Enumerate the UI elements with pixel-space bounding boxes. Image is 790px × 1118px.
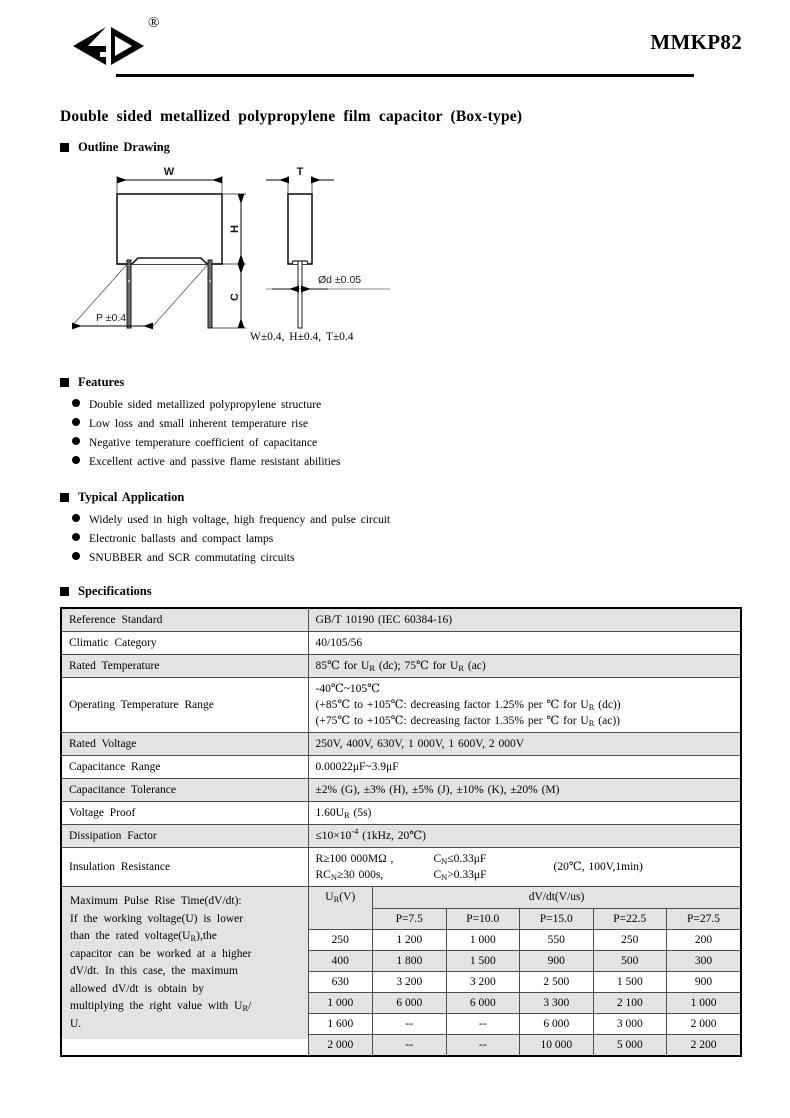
dvdt-value: 10 000 [520, 1034, 594, 1055]
spec-value: 0.00022μF~3.9μF [308, 756, 741, 779]
gd-diamond-logo-icon [70, 24, 148, 68]
spec-label: Voltage Proof [61, 802, 308, 825]
list-item [72, 453, 790, 472]
dvdt-value: 3 200 [446, 971, 520, 992]
dvdt-ur: 2 000 [309, 1034, 373, 1055]
application-text: Electronic ballasts and compact lamps [89, 533, 274, 545]
dimension-label-p: P ±0.4 [96, 312, 127, 324]
square-bullet-icon [60, 587, 69, 596]
application-text: SNUBBER and SCR commutating circuits [89, 552, 295, 564]
specifications-table [60, 607, 742, 1057]
table-row [309, 929, 741, 950]
pulse-rise-line: dV/dt. In this case, the maximum [70, 965, 238, 977]
page-header [58, 0, 742, 78]
square-bullet-icon [60, 493, 69, 502]
dvdt-value: -- [446, 1034, 520, 1055]
table-row [309, 950, 741, 971]
dvdt-value: 250 [593, 929, 667, 950]
dimension-label-h: H [229, 225, 241, 233]
dvdt-value: 900 [520, 950, 594, 971]
round-bullet-icon [72, 437, 80, 445]
spec-label: Capacitance Tolerance [61, 779, 308, 802]
pulse-rise-line: than the rated $voltage(U_R),the$ [70, 930, 217, 943]
round-bullet-icon [72, 456, 80, 464]
spec-value: $1.60U_R$ (5s) [308, 802, 741, 825]
dvdt-value: 5 000 [593, 1034, 667, 1055]
spec-label: Capacitance Range [61, 756, 308, 779]
round-bullet-icon [72, 552, 80, 560]
dvdt-subheader-row [309, 908, 741, 929]
table-row [61, 655, 741, 678]
dvdt-ur: 1 000 [309, 992, 373, 1013]
list-item [72, 511, 790, 530]
temp-range-line: -40℃~105℃ [315, 683, 381, 695]
pulse-rise-line: allowed dV/dt is obtain by [70, 982, 205, 995]
table-row [61, 733, 741, 756]
list-item [72, 530, 790, 549]
round-bullet-icon [72, 514, 80, 522]
spec-value [308, 678, 741, 733]
spec-value: 40/105/56 [308, 632, 741, 655]
section-label: Outline Drawing [78, 140, 170, 154]
ir-condition-b: $C_N>0.33\mu F$ [433, 869, 487, 882]
spec-value [308, 848, 741, 887]
square-bullet-icon [60, 378, 69, 387]
dvdt-value: 550 [520, 929, 594, 950]
dvdt-value: -- [446, 1013, 520, 1034]
round-bullet-icon [72, 418, 80, 426]
temp-range-line: (+85℃ to +105℃: decreasing factor 1.25% per ℃ for $U_R$ (dc)) [315, 699, 621, 712]
dvdt-value: 2 100 [593, 992, 667, 1013]
features-list [0, 396, 790, 472]
section-heading-typical-application [60, 490, 790, 505]
dvdt-value: 6 000 [373, 992, 447, 1013]
dvdt-value: 2 500 [520, 971, 594, 992]
application-list [0, 511, 790, 568]
dvdt-ur: 400 [309, 950, 373, 971]
pulse-rise-line: If the working voltage(U) is lower [70, 912, 244, 925]
table-row [309, 992, 741, 1013]
dvdt-value: 1 200 [373, 929, 447, 950]
pulse-rise-description [62, 887, 308, 1039]
pulse-rise-line: U. [70, 1017, 82, 1030]
dvdt-column-header: P=15.0 [520, 908, 594, 929]
dvdt-value: -- [373, 1034, 447, 1055]
section-heading-features [60, 375, 790, 390]
table-row [61, 756, 741, 779]
dimension-label-w: W [163, 166, 175, 178]
capacitor-outline-svg [60, 161, 460, 341]
ir-condition-a: $C_N\le 0.33\mu F$ [433, 853, 487, 866]
table-row [309, 1013, 741, 1034]
outline-drawing [60, 161, 790, 361]
dvdt-ur: 1 600 [309, 1013, 373, 1034]
table-row [61, 802, 741, 825]
dvdt-value: 1 000 [446, 929, 520, 950]
pulse-rise-line: Maximum Pulse Rise Time(dV/dt): [70, 895, 242, 907]
dvdt-value: 2 000 [667, 1013, 741, 1034]
feature-text: Double sided metallized polypropylene structure [89, 399, 322, 411]
table-row [61, 678, 741, 733]
list-item [72, 415, 790, 434]
dvdt-value: 3 200 [373, 971, 447, 992]
spec-label: Rated Temperature [61, 655, 308, 678]
application-text: Widely used in high voltage, high frequency and pulse circuit [89, 514, 391, 526]
list-item [72, 396, 790, 415]
table-row [61, 632, 741, 655]
spec-label: Dissipation Factor [61, 825, 308, 848]
table-row [61, 848, 741, 887]
spec-value: ±2% (G), ±3% (H), ±5% (J), ±10% (K), ±20% (M) [308, 779, 741, 802]
dvdt-value: 2 200 [667, 1034, 741, 1055]
round-bullet-icon [72, 399, 80, 407]
spec-value: GB/T 10190 (IEC 60384-16) [308, 608, 741, 632]
round-bullet-icon [72, 533, 80, 541]
dvdt-table [309, 887, 741, 1055]
section-label: Features [78, 375, 125, 389]
tolerance-note: W±0.4, H±0.4, T±0.4 [250, 331, 354, 343]
dimension-label-c: C [229, 293, 241, 301]
dvdt-ur: 250 [309, 929, 373, 950]
pulse-rise-line: multiplying the right value with $U_R/$ [70, 1000, 252, 1013]
dvdt-table-cell [308, 887, 741, 1057]
dvdt-value: 200 [667, 929, 741, 950]
pulse-rise-description-cell [61, 887, 308, 1057]
ir-value-b: $RC_N\ge 30$ 000s, [315, 869, 384, 882]
dvdt-header-row [309, 887, 741, 908]
dvdt-row-header-label: $U_R(V)$ [309, 887, 373, 929]
page-title: Double sided metallized polypropylene film capacitor (Box-type) [60, 108, 523, 125]
feature-text: Excellent active and passive flame resistant abilities [89, 456, 341, 468]
table-row [61, 779, 741, 802]
spec-label: Climatic Category [61, 632, 308, 655]
temp-range-line: (+75℃ to +105℃: decreasing factor 1.35% per ℃ for $U_R$ (ac)) [315, 715, 620, 728]
dvdt-value: -- [373, 1013, 447, 1034]
table-row-pulse-rise-time [61, 887, 741, 1057]
spec-value: $\le 10\times 10^{-4}$ (1kHz, 20℃) [308, 825, 741, 848]
company-logo [70, 16, 180, 68]
section-heading-specifications [60, 584, 790, 599]
dvdt-title: dV/dt(V/us) [373, 887, 741, 908]
table-row [309, 971, 741, 992]
spec-label: Operating Temperature Range [61, 678, 308, 733]
dvdt-value: 300 [667, 950, 741, 971]
dimension-label-lead-diameter: Ød ±0.05 [318, 274, 362, 286]
table-row [61, 608, 741, 632]
feature-text: Negative temperature coefficient of capacitance [89, 437, 318, 449]
dvdt-value: 3 000 [593, 1013, 667, 1034]
spec-label: Rated Voltage [61, 733, 308, 756]
ir-test-condition: (20℃, 100V,1min) [553, 861, 643, 873]
pulse-rise-line: capacitor can be worked at a higher [70, 947, 252, 960]
dvdt-value: 900 [667, 971, 741, 992]
list-item [72, 434, 790, 453]
feature-text: Low loss and small inherent temperature rise [89, 418, 308, 430]
dvdt-value: 6 000 [520, 1013, 594, 1034]
spec-label: Reference Standard [61, 608, 308, 632]
list-item [72, 549, 790, 568]
dvdt-column-header: P=27.5 [667, 908, 741, 929]
section-label: Specifications [78, 584, 152, 598]
section-heading-outline-drawing [60, 140, 790, 155]
dvdt-value: 3 300 [520, 992, 594, 1013]
header-divider [116, 74, 694, 77]
dvdt-column-header: P=7.5 [373, 908, 447, 929]
dvdt-value: 6 000 [446, 992, 520, 1013]
dvdt-value: 1 500 [446, 950, 520, 971]
part-number: MMKP82 [650, 30, 742, 54]
section-label: Typical Application [78, 490, 185, 504]
dvdt-value: 500 [593, 950, 667, 971]
spec-value: 85℃ for $U_R$ (dc); 75℃ for $U_R$ (ac) [308, 655, 741, 678]
ir-value-a: R≥100 000MΩ , [315, 853, 394, 865]
table-row [61, 825, 741, 848]
dvdt-value: 1 500 [593, 971, 667, 992]
dvdt-value: 1 000 [667, 992, 741, 1013]
table-row [309, 1034, 741, 1055]
registered-trademark-icon: ® [148, 15, 160, 31]
dvdt-column-header: P=22.5 [593, 908, 667, 929]
dvdt-ur: 630 [309, 971, 373, 992]
square-bullet-icon [60, 143, 69, 152]
dvdt-value: 1 800 [373, 950, 447, 971]
spec-value: 250V, 400V, 630V, 1 000V, 1 600V, 2 000V [308, 733, 741, 756]
dvdt-column-header: P=10.0 [446, 908, 520, 929]
spec-label: Insulation Resistance [61, 848, 308, 887]
dimension-label-t: T [296, 166, 304, 178]
insulation-resistance-grid [316, 851, 734, 883]
